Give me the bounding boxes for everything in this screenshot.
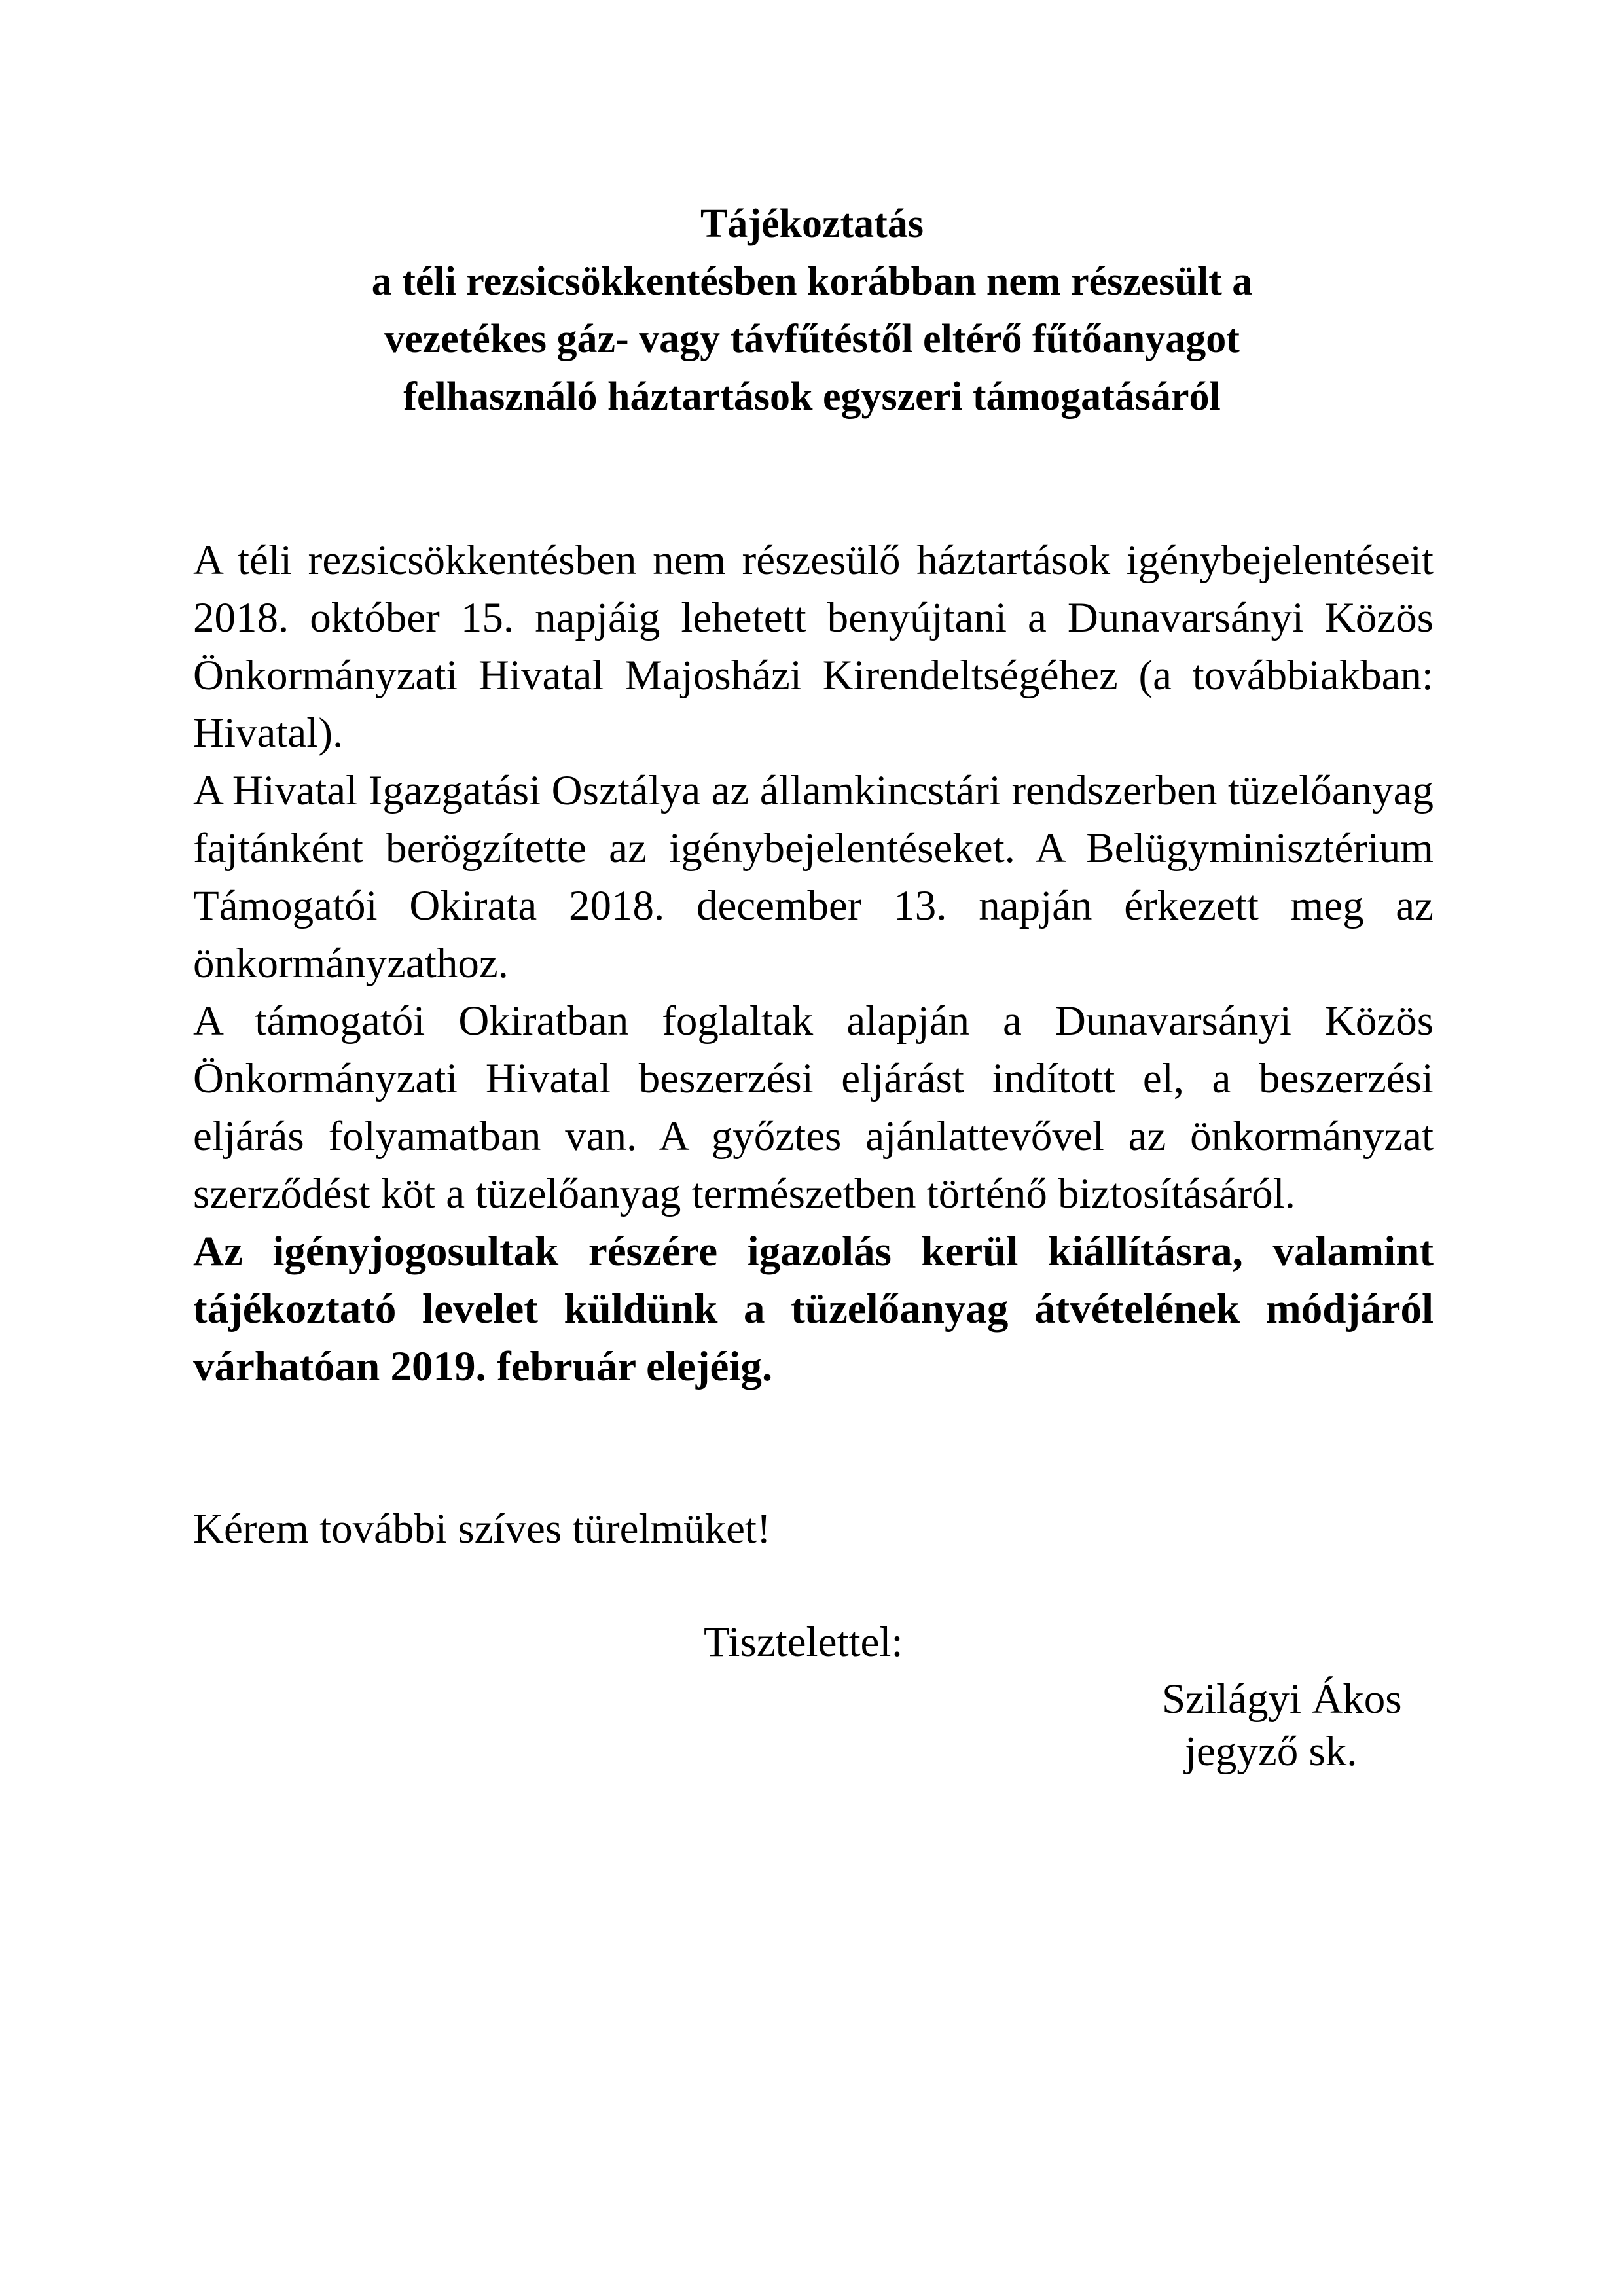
paragraph-notification-bold: Az igényjogosultak részére igazolás kerül kiállításra, valamint tájékoztató levelet küldünk a tüzelőanyag átvételének módjáról várhatóan 2019. február elejéig. <box>193 1228 1434 1390</box>
paragraph-registration: A Hivatal Igazgatási Osztálya az államkincstári rendszerben tüzelőanyag fajtánként berögzítette az igénybejelentéseket. A Belügyminisztérium Támogatói Okirata 2018. december 13. napján érkezett meg az önkormányzathoz. <box>193 767 1434 987</box>
paragraph-procurement: A támogatói Okiratban foglaltak alapján a Dunavarsányi Közös Önkormányzati Hivatal beszerzési eljárást indított el, a beszerzési eljárás folyamatban van. A győztes ajánlattevővel az önkormányzat szerződést köt a tüzelőanyag természetben történő biztosításáról. <box>193 997 1434 1217</box>
title-subtitle-line-2: vezetékes gáz- vagy távfűtéstől eltérő fűtőanyagot <box>384 317 1240 361</box>
document-title <box>0 195 1624 425</box>
signature-greeting: Tisztelettel: <box>704 1619 903 1666</box>
paragraph-submission-deadline: A téli rezsicsökkentésben nem részesülő háztartások igénybejelentéseit 2018. október 15. napjáig lehetett benyújtani a Dunavarsányi Közös Önkormányzati Hivatal Majosházi Kirendeltségéhez (a továbbiakban: Hivatal). <box>193 537 1434 757</box>
signature-role: jegyző sk. <box>1185 1728 1358 1775</box>
document-body <box>193 531 1434 1395</box>
closing-request: Kérem további szíves türelmüket! <box>193 1505 771 1552</box>
title-subtitle-line-1: a téli rezsicsökkentésben korábban nem részesült a <box>371 259 1253 304</box>
title-subtitle-line-3: felhasználó háztartások egyszeri támogatásáról <box>403 374 1221 419</box>
signature-name: Szilágyi Ákos <box>1162 1676 1402 1723</box>
title-heading: Tájékoztatás <box>700 202 924 246</box>
